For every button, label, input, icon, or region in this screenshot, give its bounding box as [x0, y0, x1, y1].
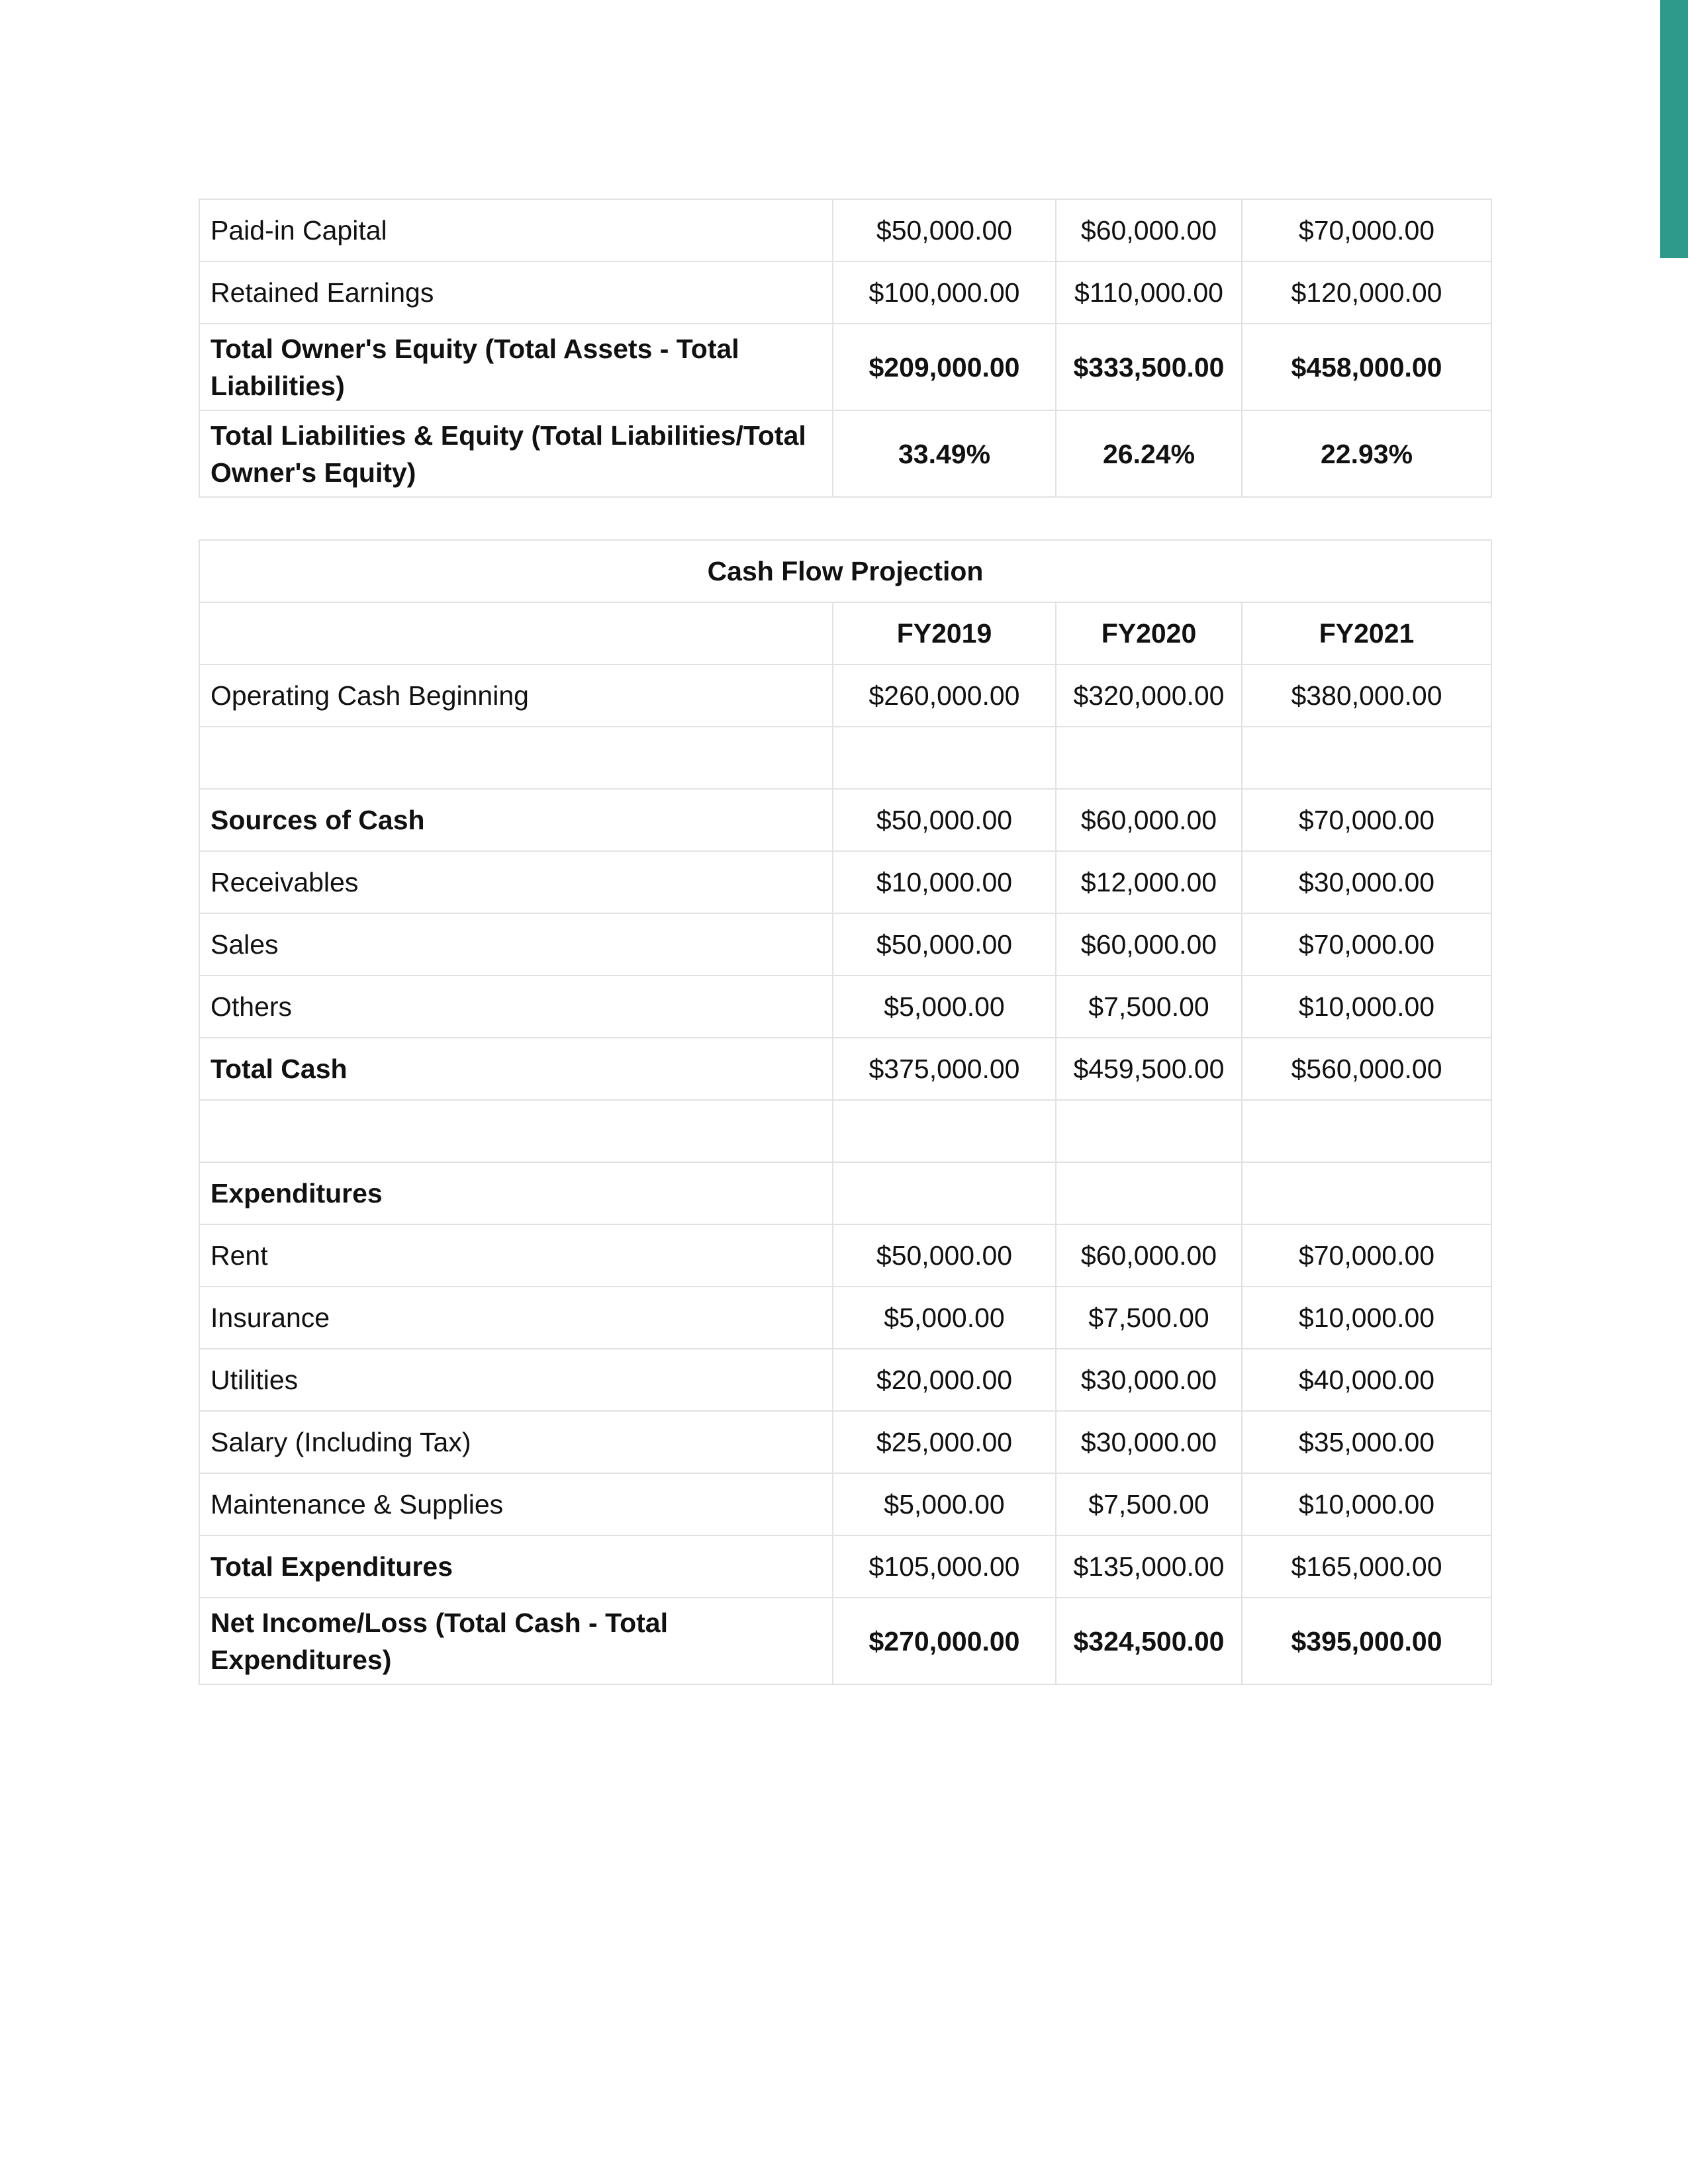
fy2021-value: $70,000.00	[1242, 789, 1491, 851]
row-label: Total Expenditures	[199, 1535, 833, 1598]
fy2019-value: $50,000.00	[833, 199, 1056, 261]
row-label: Insurance	[199, 1287, 833, 1349]
table-row	[199, 1287, 1491, 1349]
table-row	[199, 410, 1491, 497]
fy2020-value: $459,500.00	[1056, 1038, 1242, 1100]
fy2021-value: $165,000.00	[1242, 1535, 1491, 1598]
column-header-fy2019: FY2019	[833, 602, 1056, 664]
row-label: Operating Cash Beginning	[199, 664, 833, 727]
table-row	[199, 1598, 1491, 1684]
empty-cell	[1242, 1162, 1491, 1224]
fy2021-value: $70,000.00	[1242, 199, 1491, 261]
blank-row	[199, 1100, 1491, 1162]
fy2019-value: $25,000.00	[833, 1411, 1056, 1473]
table-title: Cash Flow Projection	[199, 540, 1491, 602]
fy2020-value: $12,000.00	[1056, 851, 1242, 913]
fy2019-value: $105,000.00	[833, 1535, 1056, 1598]
table-row	[199, 1162, 1491, 1224]
column-header-fy2020: FY2020	[1056, 602, 1242, 664]
fy2020-value: $60,000.00	[1056, 199, 1242, 261]
row-label: Retained Earnings	[199, 261, 833, 324]
row-label: Others	[199, 976, 833, 1038]
table-row	[199, 851, 1491, 913]
fy2020-value: $135,000.00	[1056, 1535, 1242, 1598]
fy2021-value: $380,000.00	[1242, 664, 1491, 727]
empty-cell	[833, 1100, 1056, 1162]
column-header-fy2021: FY2021	[1242, 602, 1491, 664]
side-accent-tab	[1660, 0, 1688, 258]
table-row	[199, 789, 1491, 851]
row-label: Sales	[199, 913, 833, 976]
row-label: Utilities	[199, 1349, 833, 1411]
table-row	[199, 976, 1491, 1038]
fy2019-value: $209,000.00	[833, 324, 1056, 410]
fy2019-value: $260,000.00	[833, 664, 1056, 727]
table-row	[199, 664, 1491, 727]
table-row	[199, 1224, 1491, 1287]
fy2020-value: $30,000.00	[1056, 1349, 1242, 1411]
table-row	[199, 261, 1491, 324]
fy2020-value: $7,500.00	[1056, 1473, 1242, 1535]
empty-cell	[1242, 1100, 1491, 1162]
table-row	[199, 1473, 1491, 1535]
empty-cell	[199, 727, 833, 789]
empty-cell	[833, 1162, 1056, 1224]
fy2021-value: $70,000.00	[1242, 1224, 1491, 1287]
fy2021-value: $10,000.00	[1242, 1287, 1491, 1349]
fy2019-value: $5,000.00	[833, 1287, 1056, 1349]
fy2019-value: $100,000.00	[833, 261, 1056, 324]
empty-cell	[833, 727, 1056, 789]
cash-flow-projection-table	[199, 539, 1492, 1685]
fy2019-value: $20,000.00	[833, 1349, 1056, 1411]
row-label: Net Income/Loss (Total Cash - Total Expenditures)	[199, 1598, 833, 1684]
row-label: Total Owner's Equity (Total Assets - Total Liabilities)	[199, 324, 833, 410]
empty-cell	[1242, 727, 1491, 789]
fy2021-value: $120,000.00	[1242, 261, 1491, 324]
table-row	[199, 1411, 1491, 1473]
header-spacer	[199, 602, 833, 664]
fy2021-value: $30,000.00	[1242, 851, 1491, 913]
empty-cell	[1056, 727, 1242, 789]
fy2019-value: 33.49%	[833, 410, 1056, 497]
row-label: Expenditures	[199, 1162, 833, 1224]
fy2020-value: $7,500.00	[1056, 976, 1242, 1038]
empty-cell	[199, 1100, 833, 1162]
fy2021-value: $10,000.00	[1242, 976, 1491, 1038]
fy2019-value: $50,000.00	[833, 913, 1056, 976]
row-label: Rent	[199, 1224, 833, 1287]
table-row	[199, 913, 1491, 976]
row-label: Total Liabilities & Equity (Total Liabilities/Total Owner's Equity)	[199, 410, 833, 497]
table-row	[199, 324, 1491, 410]
row-label: Paid-in Capital	[199, 199, 833, 261]
fy2019-value: $5,000.00	[833, 976, 1056, 1038]
fy2020-value: $60,000.00	[1056, 789, 1242, 851]
table-row	[199, 1038, 1491, 1100]
fy2020-value: $324,500.00	[1056, 1598, 1242, 1684]
table-row	[199, 1349, 1491, 1411]
fy2020-value: $7,500.00	[1056, 1287, 1242, 1349]
row-label: Total Cash	[199, 1038, 833, 1100]
fy2021-value: $35,000.00	[1242, 1411, 1491, 1473]
fy2019-value: $50,000.00	[833, 1224, 1056, 1287]
row-label: Salary (Including Tax)	[199, 1411, 833, 1473]
fy2019-value: $375,000.00	[833, 1038, 1056, 1100]
empty-cell	[1056, 1100, 1242, 1162]
table-title-row	[199, 540, 1491, 602]
fy2020-value: $110,000.00	[1056, 261, 1242, 324]
fy2021-value: $395,000.00	[1242, 1598, 1491, 1684]
blank-row	[199, 727, 1491, 789]
fy2019-value: $5,000.00	[833, 1473, 1056, 1535]
fy2019-value: $50,000.00	[833, 789, 1056, 851]
empty-cell	[1056, 1162, 1242, 1224]
fy2020-value: $333,500.00	[1056, 324, 1242, 410]
fy2019-value: $270,000.00	[833, 1598, 1056, 1684]
table-header-row	[199, 602, 1491, 664]
row-label: Maintenance & Supplies	[199, 1473, 833, 1535]
row-label: Receivables	[199, 851, 833, 913]
fy2021-value: $560,000.00	[1242, 1038, 1491, 1100]
fy2020-value: $60,000.00	[1056, 913, 1242, 976]
fy2021-value: 22.93%	[1242, 410, 1491, 497]
table-row	[199, 199, 1491, 261]
fy2020-value: $30,000.00	[1056, 1411, 1242, 1473]
table-row	[199, 1535, 1491, 1598]
fy2021-value: $40,000.00	[1242, 1349, 1491, 1411]
fy2020-value: 26.24%	[1056, 410, 1242, 497]
fy2021-value: $70,000.00	[1242, 913, 1491, 976]
row-label: Sources of Cash	[199, 789, 833, 851]
fy2020-value: $320,000.00	[1056, 664, 1242, 727]
fy2021-value: $458,000.00	[1242, 324, 1491, 410]
owners-equity-table	[199, 199, 1492, 498]
fy2021-value: $10,000.00	[1242, 1473, 1491, 1535]
fy2020-value: $60,000.00	[1056, 1224, 1242, 1287]
fy2019-value: $10,000.00	[833, 851, 1056, 913]
